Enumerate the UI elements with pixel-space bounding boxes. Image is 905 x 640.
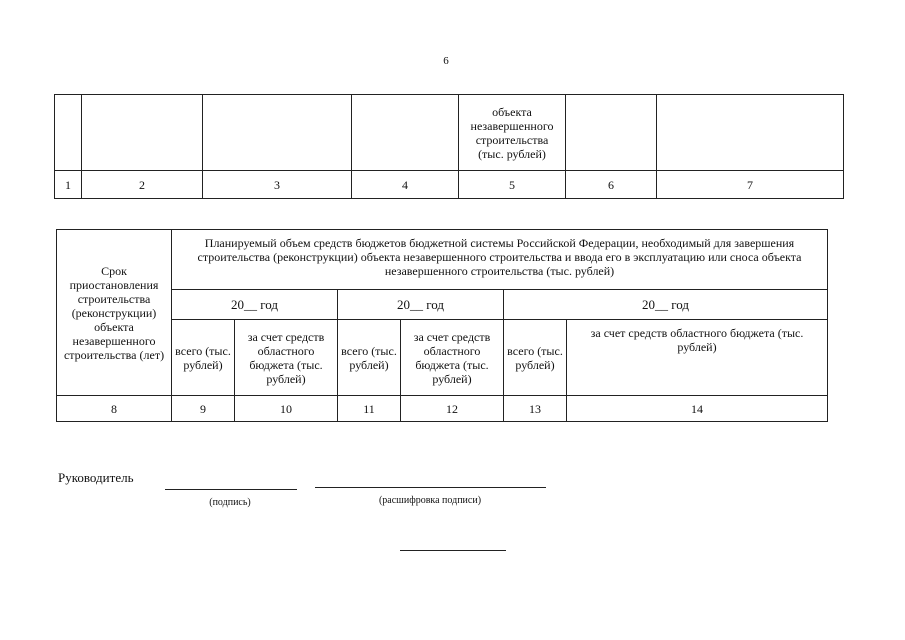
t2-colnum-8: 8 bbox=[57, 396, 172, 422]
t2-year3-total: всего (тыс. рублей) bbox=[504, 320, 567, 396]
signature-line bbox=[165, 489, 297, 490]
t1-colnum-4: 4 bbox=[352, 171, 459, 199]
t1-header-cell-4 bbox=[352, 95, 459, 171]
t1-colnum-2: 2 bbox=[82, 171, 203, 199]
t1-header-cell-2 bbox=[82, 95, 203, 171]
table-planned-budget bbox=[56, 229, 828, 422]
t2-colnum-12: 12 bbox=[401, 396, 504, 422]
signature-decoding-caption: (расшифровка подписи) bbox=[378, 495, 482, 506]
t1-header-cell-6 bbox=[566, 95, 657, 171]
t1-header-cell-7 bbox=[657, 95, 844, 171]
t2-year1-total: всего (тыс. рублей) bbox=[172, 320, 235, 396]
t2-year1-regional: за счет средств областного бюджета (тыс. рублей) bbox=[235, 320, 338, 396]
t1-header-cell-5: объекта незавершенного строительства (тыс. рублей) bbox=[459, 95, 566, 171]
t1-colnum-1: 1 bbox=[55, 171, 82, 199]
t1-colnum-5: 5 bbox=[459, 171, 566, 199]
t2-header-planned-volume: Планируемый объем средств бюджетов бюджетной системы Российской Федерации, необходимый для завершения строительства (реконструкции) объекта незавершенного строительства и ввода его в эксплуатацию или сноса объекта незавершенного строительства (тыс. рублей) bbox=[172, 230, 828, 290]
t2-colnum-9: 9 bbox=[172, 396, 235, 422]
t2-year-2: 20__ год bbox=[338, 290, 504, 320]
page-number: 6 bbox=[443, 55, 449, 67]
t1-header-cell-1 bbox=[55, 95, 82, 171]
signature-decoding-line bbox=[315, 487, 546, 488]
t2-year2-regional: за счет средств областного бюджета (тыс. рублей) bbox=[401, 320, 504, 396]
t2-colnum-11: 11 bbox=[338, 396, 401, 422]
t1-header-cell-3 bbox=[203, 95, 352, 171]
t2-year-1: 20__ год bbox=[172, 290, 338, 320]
signature-caption: (подпись) bbox=[209, 497, 251, 508]
bottom-separator-line bbox=[400, 550, 506, 551]
signature-label: Руководитель bbox=[58, 470, 134, 485]
t1-colnum-3: 3 bbox=[203, 171, 352, 199]
t1-colnum-7: 7 bbox=[657, 171, 844, 199]
t2-colnum-10: 10 bbox=[235, 396, 338, 422]
table-continuation bbox=[54, 94, 844, 199]
t2-year-3: 20__ год bbox=[504, 290, 828, 320]
t2-colnum-14: 14 bbox=[567, 396, 828, 422]
t2-year3-regional: за счет средств областного бюджета (тыс. рублей) bbox=[567, 320, 828, 396]
t2-colnum-13: 13 bbox=[504, 396, 567, 422]
t1-colnum-6: 6 bbox=[566, 171, 657, 199]
t2-year2-total: всего (тыс. рублей) bbox=[338, 320, 401, 396]
t2-header-suspension-period: Срок приостановления строительства (реконструкции) объекта незавершенного строительства (лет) bbox=[57, 230, 172, 396]
